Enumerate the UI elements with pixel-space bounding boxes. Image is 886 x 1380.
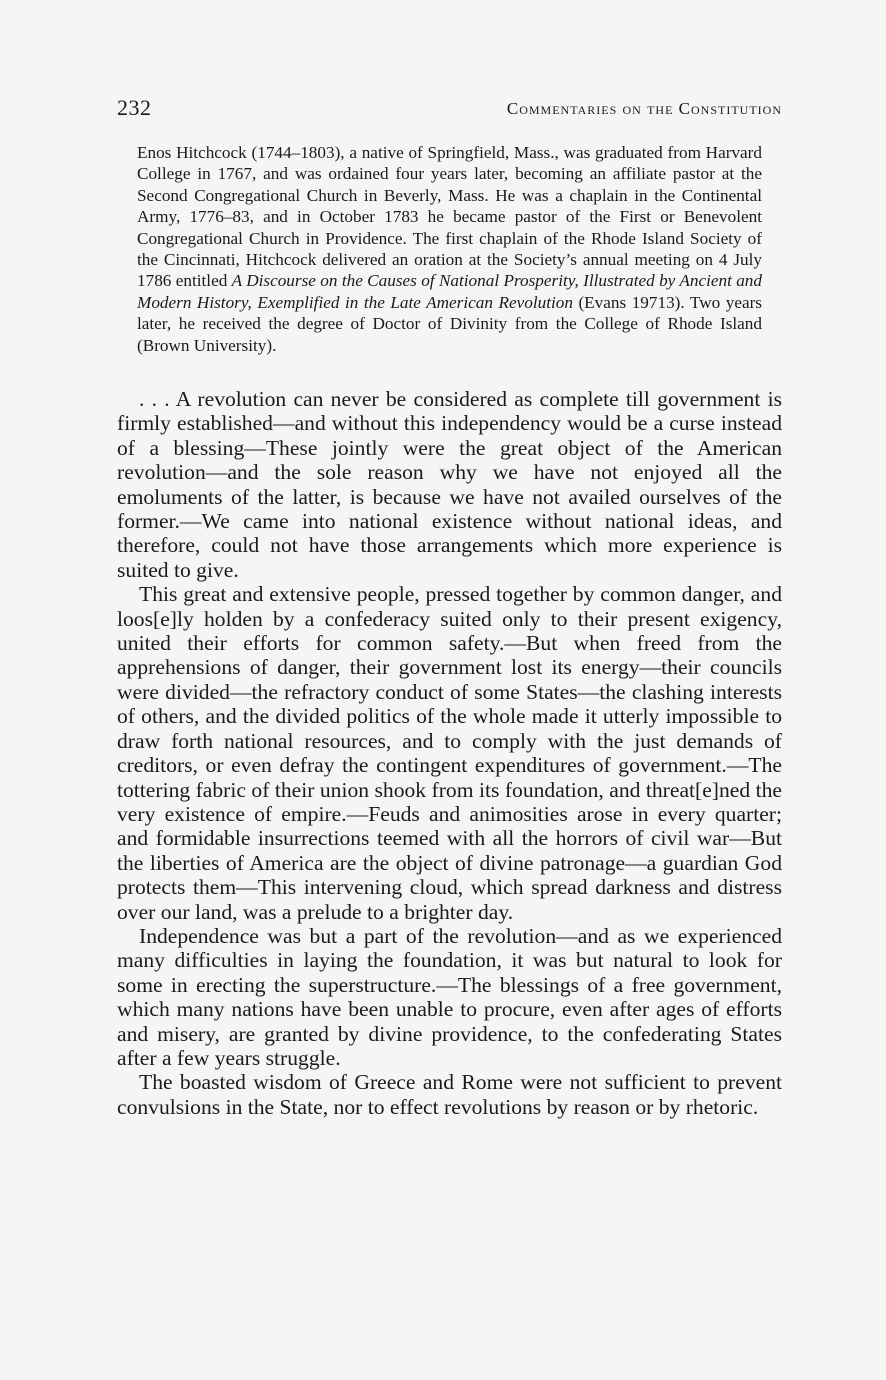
document-excerpt: [117, 387, 782, 1119]
headnote-text-before-title: Enos Hitchcock (1744–1803), a native of Springfield, Mass., was graduated from Harvard College in 1767, and was ordained four years later, becoming an affiliate pastor at the Second Congregational Church in Beverly, Mass. He was a chaplain in the Continental Army, 1776–83, and in October 1783 he became pastor of the First or Benevolent Congregational Church in Providence. The first chaplain of the Rhode Island Society of the Cincinnati, Hitchcock delivered an oration at the Society’s annual meeting on 4 July 1786 entitled: [137, 143, 762, 291]
excerpt-paragraph: The boasted wisdom of Greece and Rome were not sufficient to prevent convulsions in the State, nor to effect revolutions by reason or by rhetoric.: [117, 1070, 782, 1119]
running-title: Commentaries on the Constitution: [506, 99, 782, 118]
running-head: [117, 94, 782, 122]
headnote-discourse-title: A Discourse on the Causes of National Prosperity, Illustrated by Ancient and Modern History, Exemplified in the Late American Revolution: [137, 271, 762, 312]
excerpt-paragraph: . . . A revolution can never be considered as complete till government is firmly established—and without this independency would be a curse instead of a blessing—These jointly were the great object of the American revolution—and the sole reason why we have not enjoyed all the emoluments of the latter, is because we have not availed ourselves of the former.—We came into national existence without national ideas, and therefore, could not have those arrangements which more experience is suited to give.: [117, 387, 782, 582]
editorial-headnote: [137, 142, 762, 356]
page-number: 232: [117, 95, 152, 120]
excerpt-paragraph: Independence was but a part of the revolution—and as we experienced many difficulties in laying the foundation, it was but natural to look for some in erecting the superstructure.—The blessings of a free government, which many nations have been unable to procure, even after ages of efforts and misery, are granted by divine providence, to the confederating States after a few years struggle.: [117, 923, 782, 1070]
excerpt-paragraph: This great and extensive people, pressed together by common danger, and loos[e]ly holden by a confederacy suited only to their present exigency, united their efforts for common safety.—But when freed from the apprehensions of danger, their government lost its energy—their councils were divided—the refractory conduct of some States—the clashing interests of others, and the divided politics of the whole made it utterly impossible to draw forth national resources, and to comply with the just demands of creditors, or even defray the contingent expenditures of government.—The tottering fabric of their union shook from its foundation, and threat[e]ned the very existence of empire.—Feuds and animosities arose in every quarter; and formidable insurrections teemed with all the horrors of civil war—But the liberties of America are the object of divine patronage—a guardian God protects them—This intervening cloud, which spread darkness and distress over our land, was a prelude to a brighter day.: [117, 582, 782, 924]
headnote-text-after-title: (Evans 19713). Two years later, he received the degree of Doctor of Divinity from the College of Rhode Island (Brown University).: [137, 292, 762, 355]
